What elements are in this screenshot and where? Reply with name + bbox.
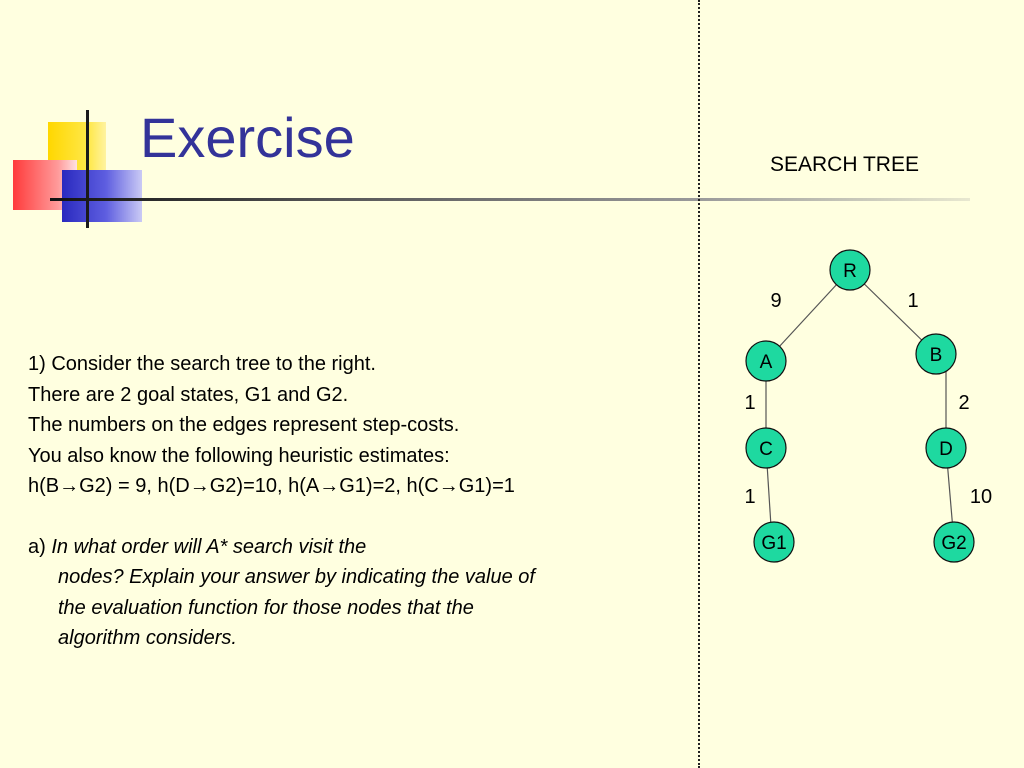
arrow-icon: → bbox=[319, 475, 340, 497]
heuristic-a-prefix: h(A bbox=[288, 475, 320, 497]
node-g1 bbox=[754, 522, 794, 562]
heuristic-a-suffix: G1)=2, bbox=[339, 475, 407, 497]
arrow-icon: → bbox=[59, 475, 80, 497]
part-a-label: a) bbox=[28, 535, 52, 558]
heuristic-c-suffix: G1)=1 bbox=[458, 475, 515, 497]
cost-c-g1: 1 bbox=[744, 486, 756, 508]
question-line-2: There are 2 goal states, G1 and G2. bbox=[28, 383, 349, 406]
cost-d-g2: 10 bbox=[969, 486, 993, 508]
part-a-line-3: the evaluation function for those nodes that the bbox=[58, 596, 474, 619]
cost-b-d: 2 bbox=[958, 392, 970, 414]
heuristic-b-suffix: G2) = 9, bbox=[79, 475, 158, 497]
heuristic-d-prefix: h(D bbox=[157, 475, 190, 497]
part-a-line-4: algorithm considers. bbox=[58, 627, 237, 649]
part-a-text-1: In what order will A* search visit the bbox=[51, 535, 367, 558]
node-a-label: A bbox=[759, 352, 773, 373]
arrow-icon: → bbox=[189, 475, 210, 497]
node-r-label: R bbox=[843, 261, 857, 282]
node-g1-label: G1 bbox=[761, 533, 787, 554]
node-a bbox=[746, 341, 786, 381]
heuristic-c-prefix: h(C bbox=[406, 475, 439, 497]
search-tree-diagram bbox=[700, 230, 1000, 580]
part-a-line-1 bbox=[28, 532, 688, 563]
search-tree-heading: SEARCH TREE bbox=[770, 153, 919, 176]
cost-a-c: 1 bbox=[744, 392, 756, 414]
heuristic-estimates bbox=[28, 471, 688, 502]
slide-title: Exercise bbox=[140, 106, 355, 169]
node-b bbox=[916, 334, 956, 374]
question-line-4: You also know the following heuristic estimates: bbox=[28, 444, 450, 467]
node-d-label: D bbox=[939, 439, 953, 460]
decorative-blue-square bbox=[62, 170, 142, 222]
question-line-1: 1) Consider the search tree to the right. bbox=[28, 353, 376, 375]
arrow-icon: → bbox=[438, 475, 459, 497]
cost-r-a: 9 bbox=[770, 290, 782, 312]
question-text bbox=[28, 349, 688, 654]
node-d bbox=[926, 428, 966, 468]
node-r bbox=[830, 250, 870, 290]
question-line-3: The numbers on the edges represent step-costs. bbox=[28, 414, 460, 436]
node-g2 bbox=[934, 522, 974, 562]
node-b-label: B bbox=[929, 345, 943, 366]
part-a-line-2: nodes? Explain your answer by indicating the value of bbox=[58, 566, 535, 588]
decorative-vertical-line bbox=[86, 110, 89, 228]
node-c-label: C bbox=[759, 439, 773, 460]
node-c bbox=[746, 428, 786, 468]
heuristic-d-suffix: G2)=10, bbox=[209, 475, 289, 497]
cost-r-b: 1 bbox=[907, 290, 919, 312]
heuristic-b-prefix: h(B bbox=[28, 475, 60, 497]
title-underline bbox=[50, 198, 970, 201]
node-g2-label: G2 bbox=[941, 533, 967, 554]
